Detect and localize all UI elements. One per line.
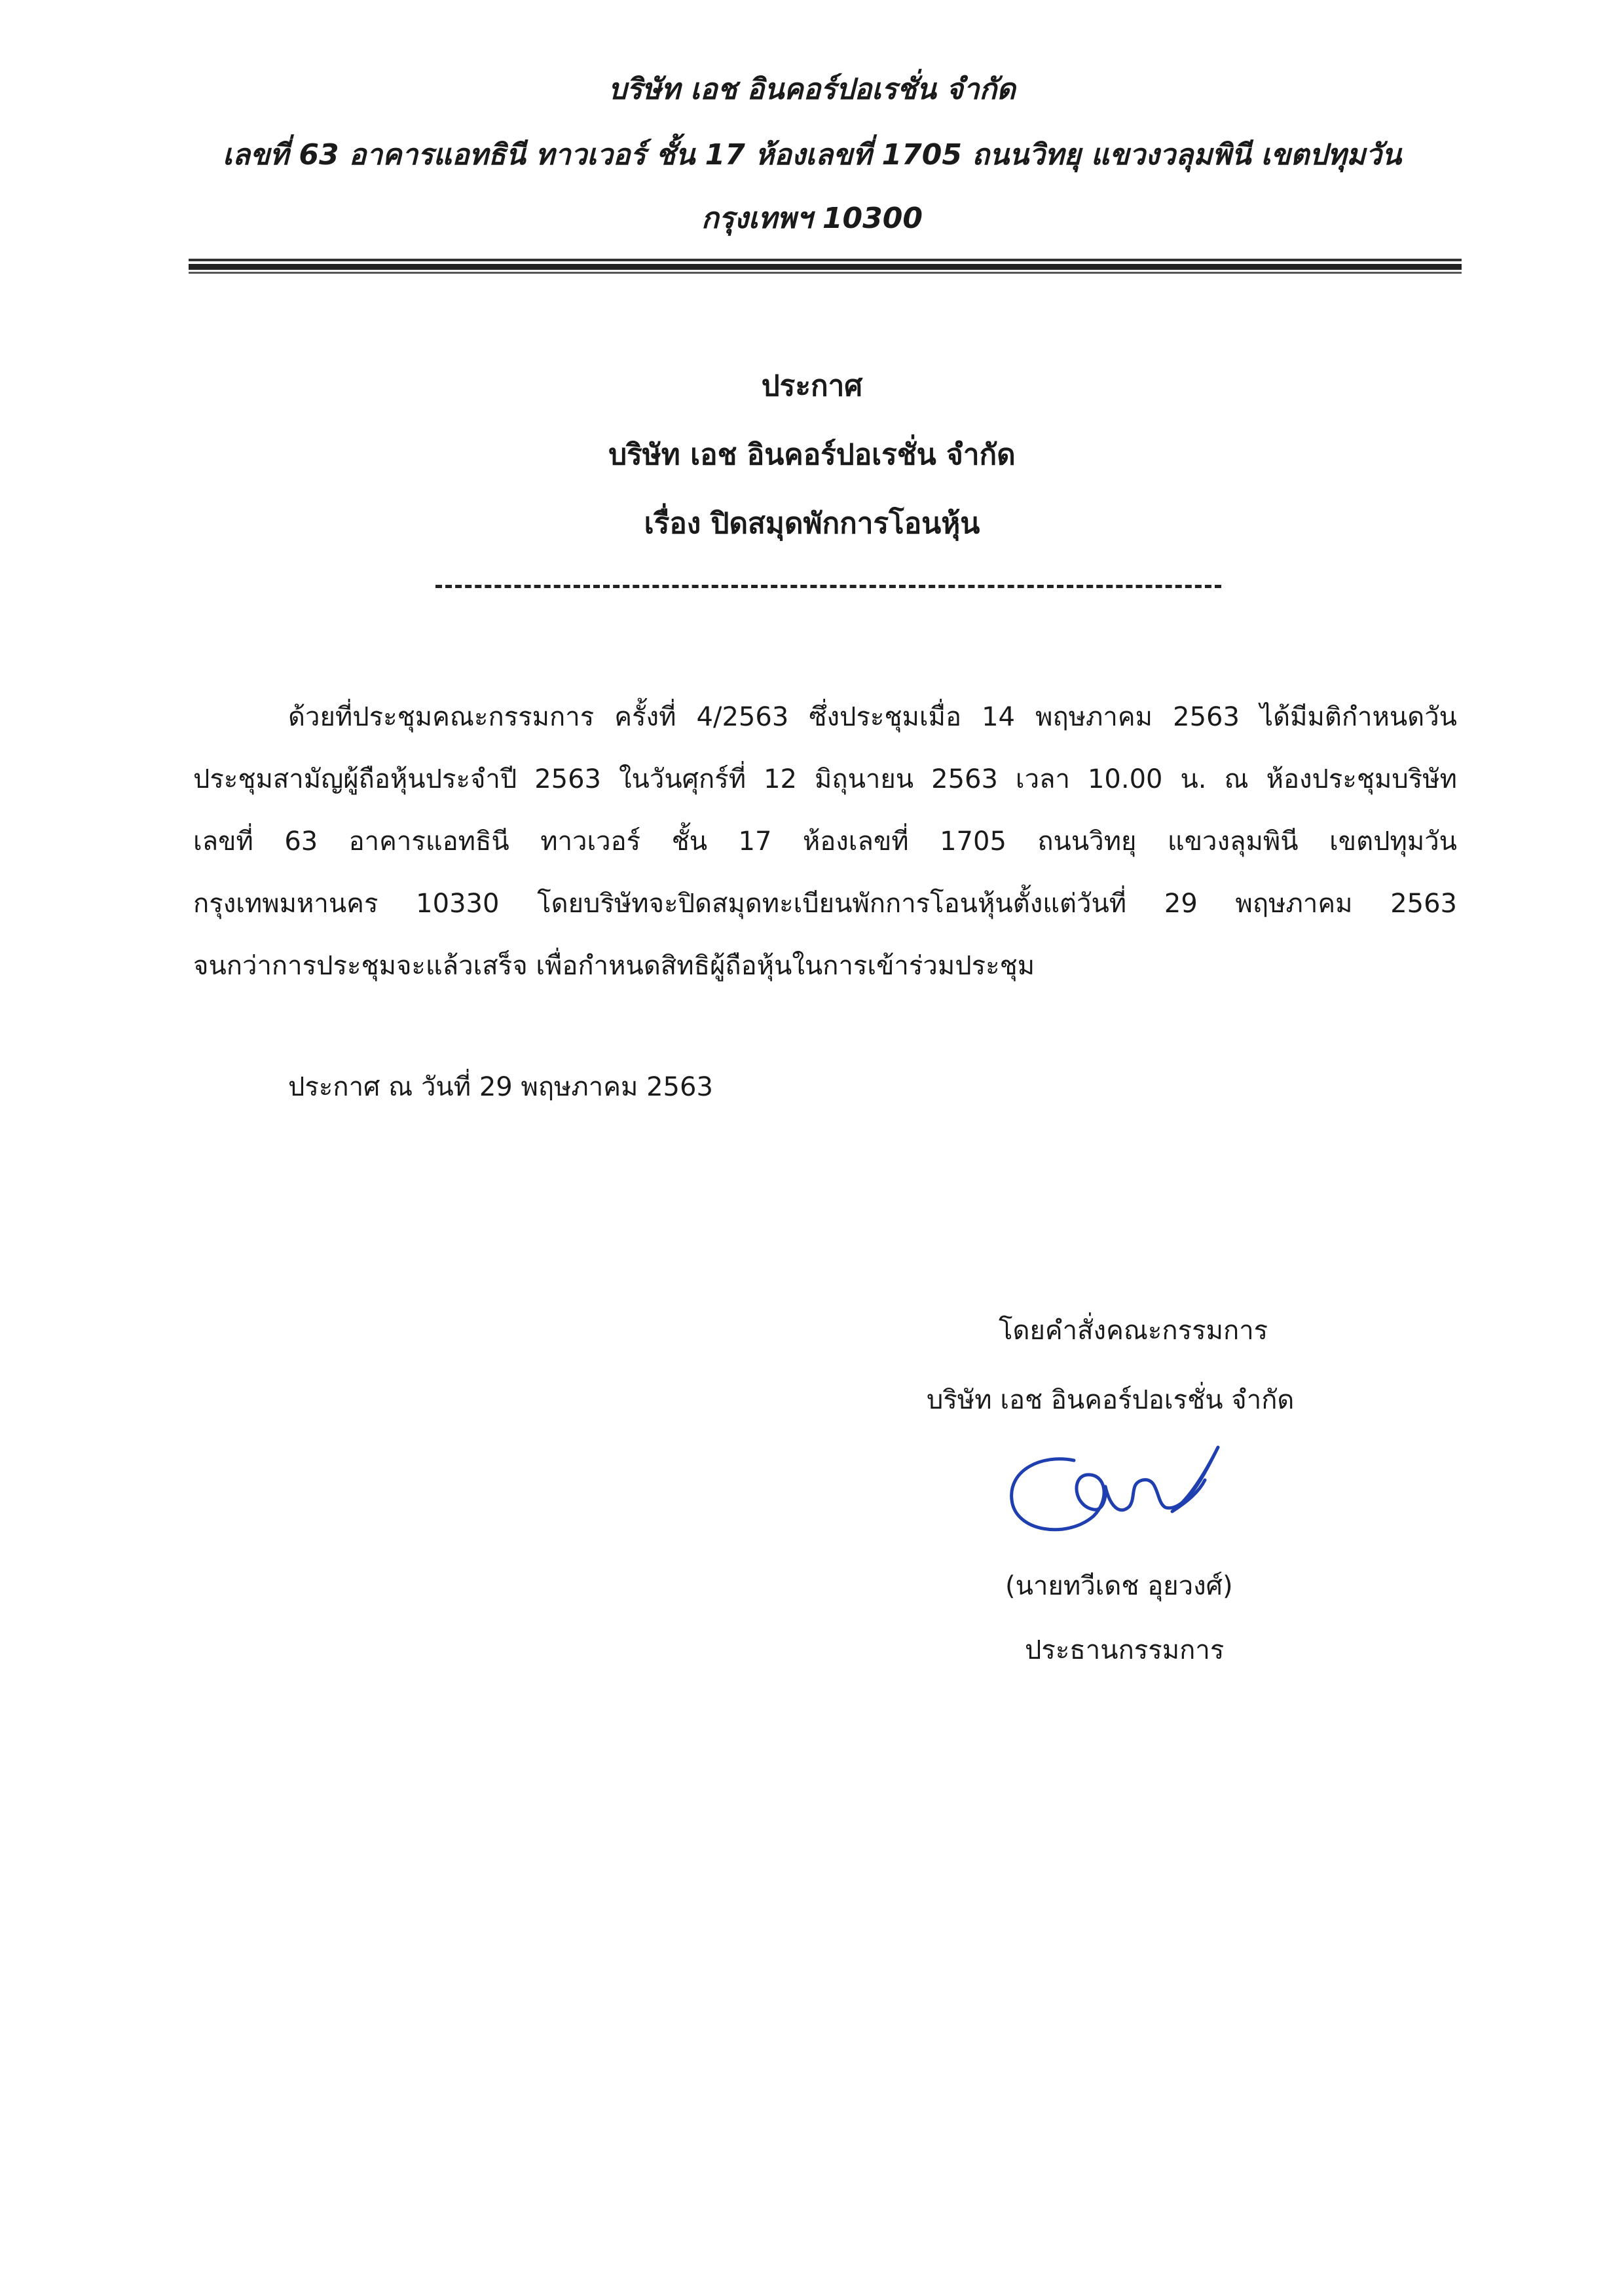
notice-subject: เรื่อง ปิดสมุดพักการโอนหุ้น: [644, 507, 980, 540]
body-line-1: ด้วยที่ประชุมคณะกรรมการ ครั้งที่ 4/2563 ซึ่งประชุมเมื่อ 14 พฤษภาคม 2563 ได้มีมติกำหนดวัน: [288, 702, 1457, 732]
signer-title: ประธานกรรมการ: [1025, 1635, 1225, 1665]
body-line-2: ประชุมสามัญผู้ถือหุ้นประจำปี 2563 ในวันศุกร์ที่ 12 มิถุนายน 2563 เวลา 10.00 น. ณ ห้องประชุมบริษัท: [193, 764, 1457, 794]
letterhead-divider-thick: [189, 264, 1462, 270]
letterhead-company-name: บริษัท เอช อินคอร์ปอเรชั่น จำกัด: [608, 73, 1016, 106]
by-order-of-board: โดยคำสั่งคณะกรรมการ: [999, 1316, 1268, 1346]
letterhead-city: กรุงเทพฯ 10300: [701, 202, 923, 235]
body-line-4: กรุงเทพมหานคร 10330 โดยบริษัทจะปิดสมุดทะเบียนพักการโอนหุ้นตั้งแต่วันที่ 29 พฤษภาคม 2563: [193, 889, 1457, 919]
letterhead-divider-bottom: [189, 272, 1462, 274]
notice-title: ประกาศ: [761, 369, 863, 403]
signer-name: (นายทวีเดช อุยวงศ์): [1005, 1571, 1233, 1601]
letterhead-address: เลขที่ 63 อาคารแอทธินี ทาวเวอร์ ชั้น 17 ห้องเลขที่ 1705 ถนนวิทยุ แขวงวลุมพินี เขตปทุมวัน: [222, 138, 1402, 172]
body-line-3: เลขที่ 63 อาคารแอทธินี ทาวเวอร์ ชั้น 17 ห้องเลขที่ 1705 ถนนวิทยุ แขวงลุมพินี เขตปทุมวัน: [193, 826, 1457, 857]
body-line-5: จนกว่าการประชุมจะแล้วเสร็จ เพื่อกำหนดสิทธิผู้ถือหุ้นในการเข้าร่วมประชุม: [193, 951, 1035, 981]
signature-company: บริษัท เอช อินคอร์ปอเรชั่น จำกัด: [927, 1385, 1295, 1415]
handwritten-signature: [995, 1434, 1244, 1559]
notice-company: บริษัท เอช อินคอร์ปอเรชั่น จำกัด: [608, 438, 1016, 472]
dashed-separator: [435, 585, 1221, 588]
letterhead-divider-top: [189, 259, 1462, 261]
announcement-date: ประกาศ ณ วันที่ 29 พฤษภาคม 2563: [288, 1072, 713, 1102]
